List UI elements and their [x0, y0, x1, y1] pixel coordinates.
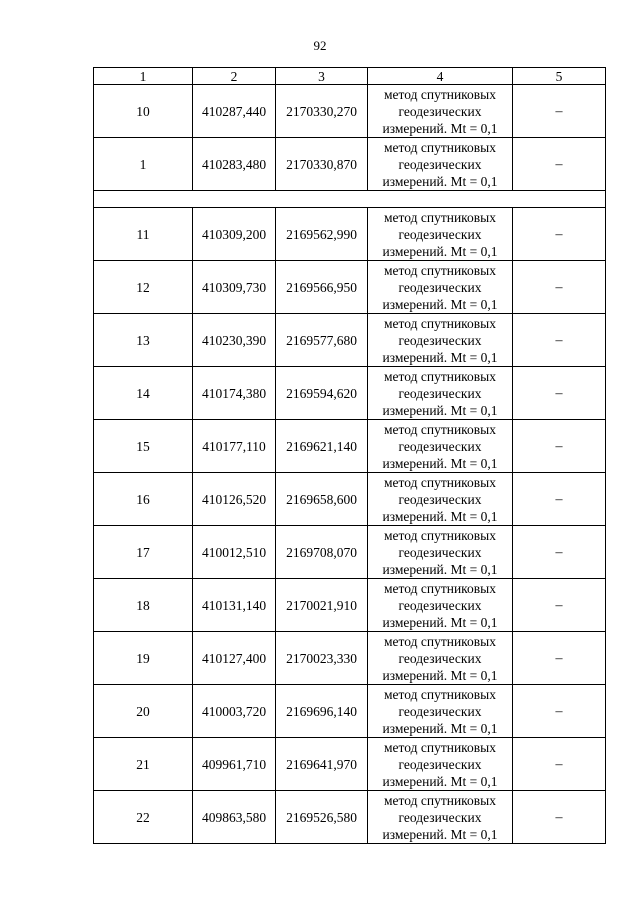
coordinate-y: 2169621,140	[276, 420, 368, 473]
note-dash: –	[513, 420, 606, 473]
coordinate-x: 410003,720	[193, 685, 276, 738]
method-line: геодезических	[398, 809, 482, 825]
method-line: метод спутниковых	[384, 739, 496, 755]
coordinate-x: 410177,110	[193, 420, 276, 473]
point-number: 18	[94, 579, 193, 632]
table-row	[94, 314, 606, 367]
coordinate-y: 2169562,990	[276, 208, 368, 261]
method-line: геодезических	[398, 756, 482, 772]
measurement-method	[368, 208, 513, 261]
method-line: геодезических	[398, 491, 482, 507]
coordinate-y: 2170330,870	[276, 138, 368, 191]
coordinates-table	[93, 67, 606, 844]
page-number: 92	[313, 38, 327, 53]
method-line: измерений. Mt = 0,1	[382, 667, 498, 683]
point-number: 11	[94, 208, 193, 261]
method-line: измерений. Mt = 0,1	[382, 773, 498, 789]
method-line: измерений. Mt = 0,1	[382, 296, 498, 312]
method-line: геодезических	[398, 385, 482, 401]
point-number: 12	[94, 261, 193, 314]
measurement-method	[368, 632, 513, 685]
column-header-2: 2	[193, 68, 276, 85]
table-row	[94, 473, 606, 526]
method-line: метод спутниковых	[384, 209, 496, 225]
method-line: измерений. Mt = 0,1	[382, 173, 498, 189]
column-header-3: 3	[276, 68, 368, 85]
measurement-method	[368, 261, 513, 314]
note-dash: –	[513, 473, 606, 526]
measurement-method	[368, 314, 513, 367]
point-number: 1	[94, 138, 193, 191]
note-dash: –	[513, 685, 606, 738]
table-row	[94, 420, 606, 473]
point-number: 21	[94, 738, 193, 791]
measurement-method	[368, 579, 513, 632]
point-number: 14	[94, 367, 193, 420]
coordinate-y: 2169708,070	[276, 526, 368, 579]
table-row	[94, 738, 606, 791]
table-row	[94, 208, 606, 261]
coordinate-y: 2169526,580	[276, 791, 368, 844]
coordinate-x: 410309,200	[193, 208, 276, 261]
method-line: геодезических	[398, 226, 482, 242]
method-line: измерений. Mt = 0,1	[382, 561, 498, 577]
method-line: измерений. Mt = 0,1	[382, 826, 498, 842]
table-row	[94, 632, 606, 685]
coordinate-x: 410283,480	[193, 138, 276, 191]
column-header-4: 4	[368, 68, 513, 85]
point-number: 22	[94, 791, 193, 844]
point-number: 20	[94, 685, 193, 738]
coordinate-y: 2169594,620	[276, 367, 368, 420]
table-row	[94, 526, 606, 579]
coordinate-x: 410131,140	[193, 579, 276, 632]
measurement-method	[368, 685, 513, 738]
coordinate-x: 410230,390	[193, 314, 276, 367]
method-line: геодезических	[398, 103, 482, 119]
method-line: метод спутниковых	[384, 527, 496, 543]
coordinate-y: 2169641,970	[276, 738, 368, 791]
method-line: метод спутниковых	[384, 792, 496, 808]
coordinate-y: 2170021,910	[276, 579, 368, 632]
method-line: метод спутниковых	[384, 139, 496, 155]
coordinate-x: 410012,510	[193, 526, 276, 579]
method-line: метод спутниковых	[384, 474, 496, 490]
method-line: геодезических	[398, 703, 482, 719]
table-row	[94, 579, 606, 632]
note-dash: –	[513, 579, 606, 632]
method-line: измерений. Mt = 0,1	[382, 349, 498, 365]
table-row	[94, 791, 606, 844]
header-row	[94, 68, 606, 85]
method-line: измерений. Mt = 0,1	[382, 243, 498, 259]
method-line: измерений. Mt = 0,1	[382, 120, 498, 136]
point-number: 13	[94, 314, 193, 367]
method-line: геодезических	[398, 597, 482, 613]
coordinate-x: 410126,520	[193, 473, 276, 526]
method-line: измерений. Mt = 0,1	[382, 508, 498, 524]
coordinate-y: 2169566,950	[276, 261, 368, 314]
note-dash: –	[513, 367, 606, 420]
coordinate-y: 2170330,270	[276, 85, 368, 138]
method-line: измерений. Mt = 0,1	[382, 614, 498, 630]
note-dash: –	[513, 208, 606, 261]
method-line: геодезических	[398, 156, 482, 172]
section-separator-row	[94, 191, 606, 208]
table-row	[94, 138, 606, 191]
table-row	[94, 685, 606, 738]
coordinate-x: 409863,580	[193, 791, 276, 844]
measurement-method	[368, 138, 513, 191]
method-line: метод спутниковых	[384, 315, 496, 331]
point-number: 17	[94, 526, 193, 579]
method-line: метод спутниковых	[384, 580, 496, 596]
coordinate-x: 410309,730	[193, 261, 276, 314]
method-line: метод спутниковых	[384, 86, 496, 102]
point-number: 15	[94, 420, 193, 473]
method-line: измерений. Mt = 0,1	[382, 402, 498, 418]
method-line: геодезических	[398, 332, 482, 348]
method-line: метод спутниковых	[384, 686, 496, 702]
method-line: измерений. Mt = 0,1	[382, 720, 498, 736]
measurement-method	[368, 526, 513, 579]
coordinate-y: 2169658,600	[276, 473, 368, 526]
measurement-method	[368, 473, 513, 526]
method-line: геодезических	[398, 650, 482, 666]
point-number: 19	[94, 632, 193, 685]
note-dash: –	[513, 791, 606, 844]
coordinate-x: 410174,380	[193, 367, 276, 420]
method-line: геодезических	[398, 544, 482, 560]
method-line: геодезических	[398, 279, 482, 295]
coordinate-y: 2170023,330	[276, 632, 368, 685]
note-dash: –	[513, 632, 606, 685]
measurement-method	[368, 85, 513, 138]
method-line: метод спутниковых	[384, 633, 496, 649]
note-dash: –	[513, 138, 606, 191]
note-dash: –	[513, 738, 606, 791]
method-line: метод спутниковых	[384, 262, 496, 278]
table-row	[94, 367, 606, 420]
measurement-method	[368, 420, 513, 473]
coordinate-x: 409961,710	[193, 738, 276, 791]
measurement-method	[368, 791, 513, 844]
column-header-1: 1	[94, 68, 193, 85]
coordinate-y: 2169577,680	[276, 314, 368, 367]
column-header-5: 5	[513, 68, 606, 85]
method-line: метод спутниковых	[384, 421, 496, 437]
note-dash: –	[513, 526, 606, 579]
note-dash: –	[513, 85, 606, 138]
note-dash: –	[513, 261, 606, 314]
separator-cell	[94, 191, 606, 208]
coordinate-x: 410287,440	[193, 85, 276, 138]
point-number: 10	[94, 85, 193, 138]
measurement-method	[368, 738, 513, 791]
method-line: измерений. Mt = 0,1	[382, 455, 498, 471]
method-line: метод спутниковых	[384, 368, 496, 384]
table-row	[94, 85, 606, 138]
coordinate-y: 2169696,140	[276, 685, 368, 738]
point-number: 16	[94, 473, 193, 526]
coordinate-x: 410127,400	[193, 632, 276, 685]
table-row	[94, 261, 606, 314]
method-line: геодезических	[398, 438, 482, 454]
measurement-method	[368, 367, 513, 420]
note-dash: –	[513, 314, 606, 367]
